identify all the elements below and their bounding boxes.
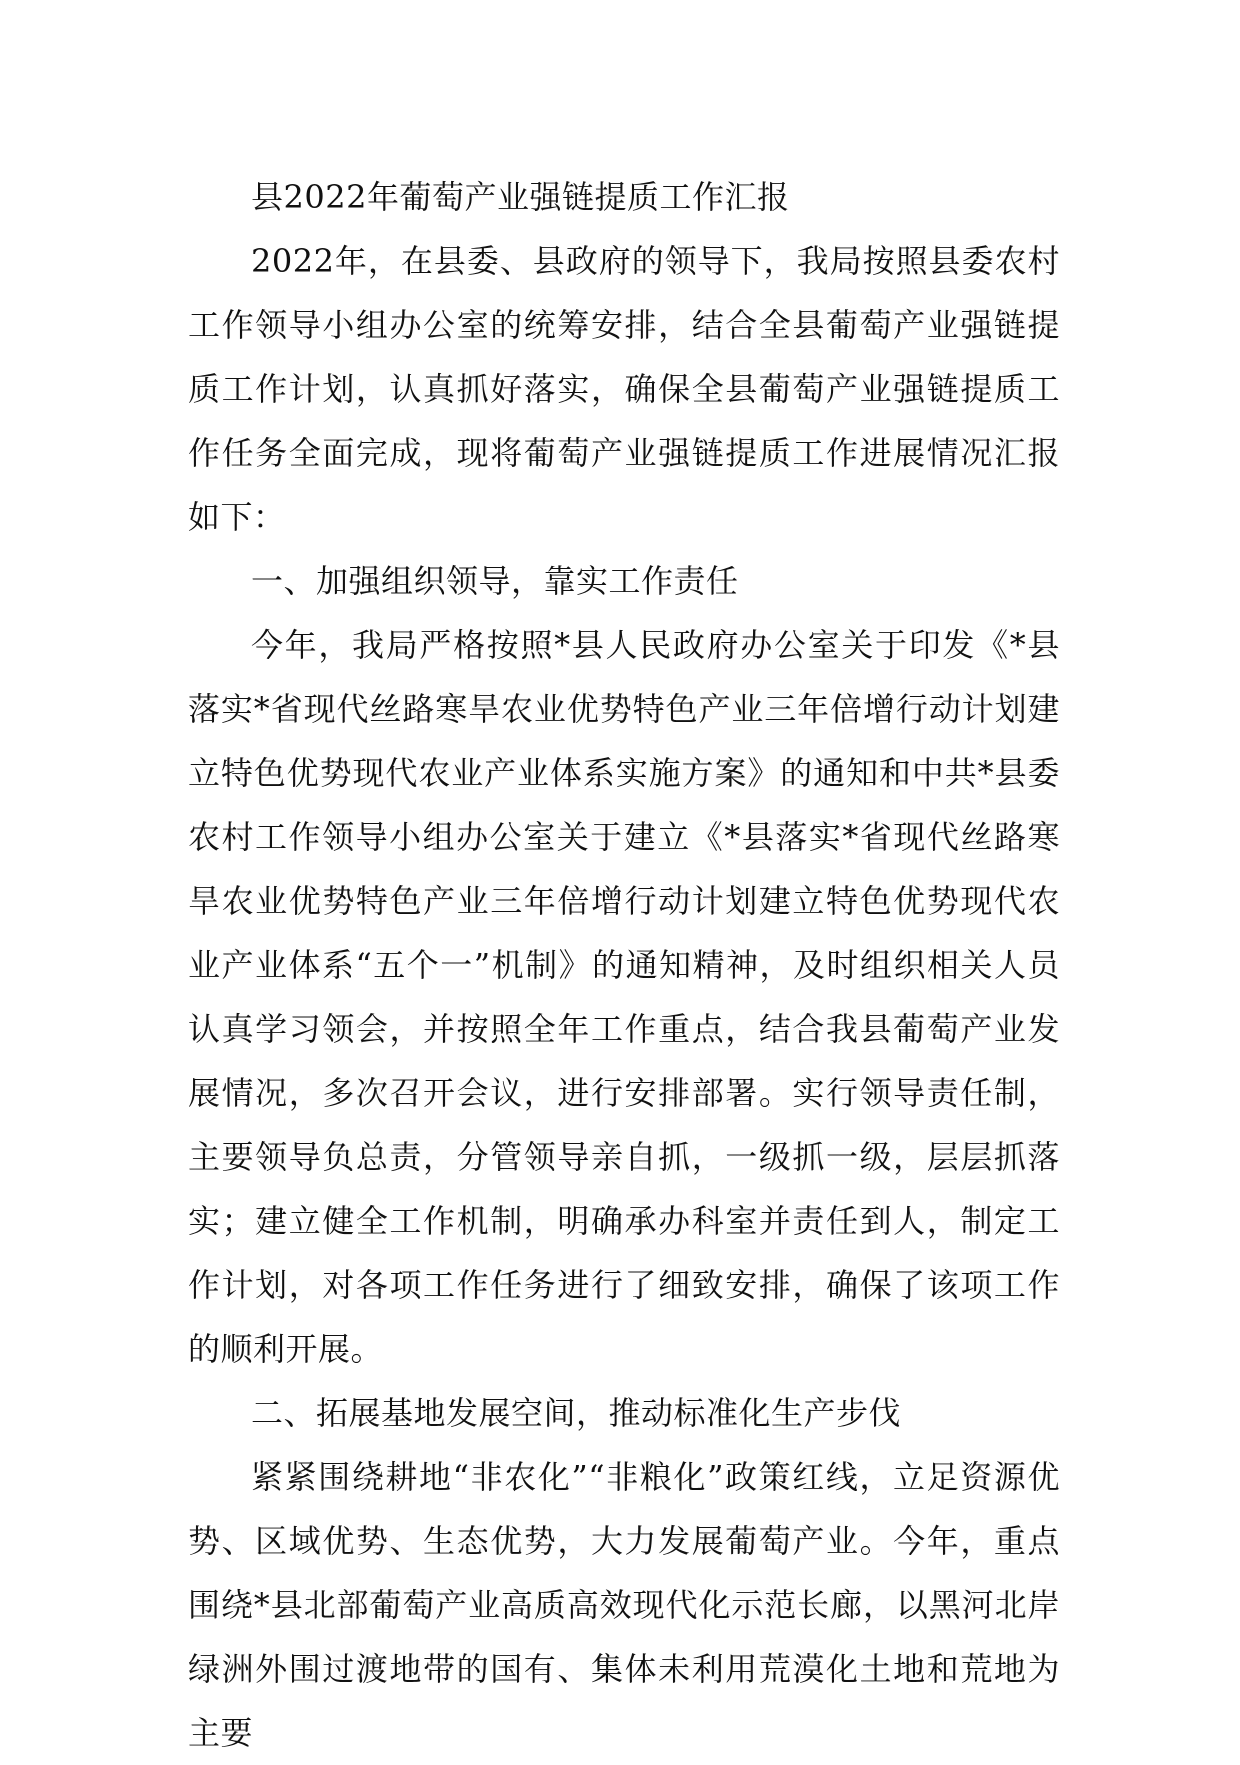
- section-heading-1: 一、加强组织领导，靠实工作责任: [251, 562, 739, 600]
- document-title: 县2022年葡萄产业强链提质工作汇报: [251, 178, 790, 216]
- intro-paragraph: 2022年，在县委、县政府的领导下，我局按照县委农村工作领导小组办公室的统筹安排，结合全县葡萄产业强链提质工作计划，认真抓好落实，确保全县葡萄产业强链提质工作任务全面完成，现将葡萄产业强链提质工作进展情况汇报如下：: [188, 242, 1060, 536]
- section-body-1: 今年，我局严格按照*县人民政府办公室关于印发《*县落实*省现代丝路寒旱农业优势特色产业三年倍增行动计划建立特色优势现代农业产业体系实施方案》的通知和中共*县委农村工作领导小组办公室关于建立《*县落实*省现代丝路寒旱农业优势特色产业三年倍增行动计划建立特色优势现代农业产业体系“五个一”机制》的通知精神，及时组织相关人员认真学习领会，并按照全年工作重点，结合我县葡萄产业发展情况，多次召开会议，进行安排部署。实行领导责任制，主要领导负总责，分管领导亲自抓，一级抓一级，层层抓落实；建立健全工作机制，明确承办科室并责任到人，制定工作计划，对各项工作任务进行了细致安排，确保了该项工作的顺利开展。: [188, 626, 1060, 1368]
- section-heading-2: 二、拓展基地发展空间，推动标准化生产步伐: [251, 1394, 902, 1432]
- section-body-2: 紧紧围绕耕地“非农化”“非粮化”政策红线，立足资源优势、区域优势、生态优势，大力发展葡萄产业。今年，重点围绕*县北部葡萄产业高质高效现代化示范长廊，以黑河北岸绿洲外围过渡地带的国有、集体未利用荒漠化土地和荒地为主要: [188, 1458, 1060, 1752]
- document-body: [188, 165, 1060, 1765]
